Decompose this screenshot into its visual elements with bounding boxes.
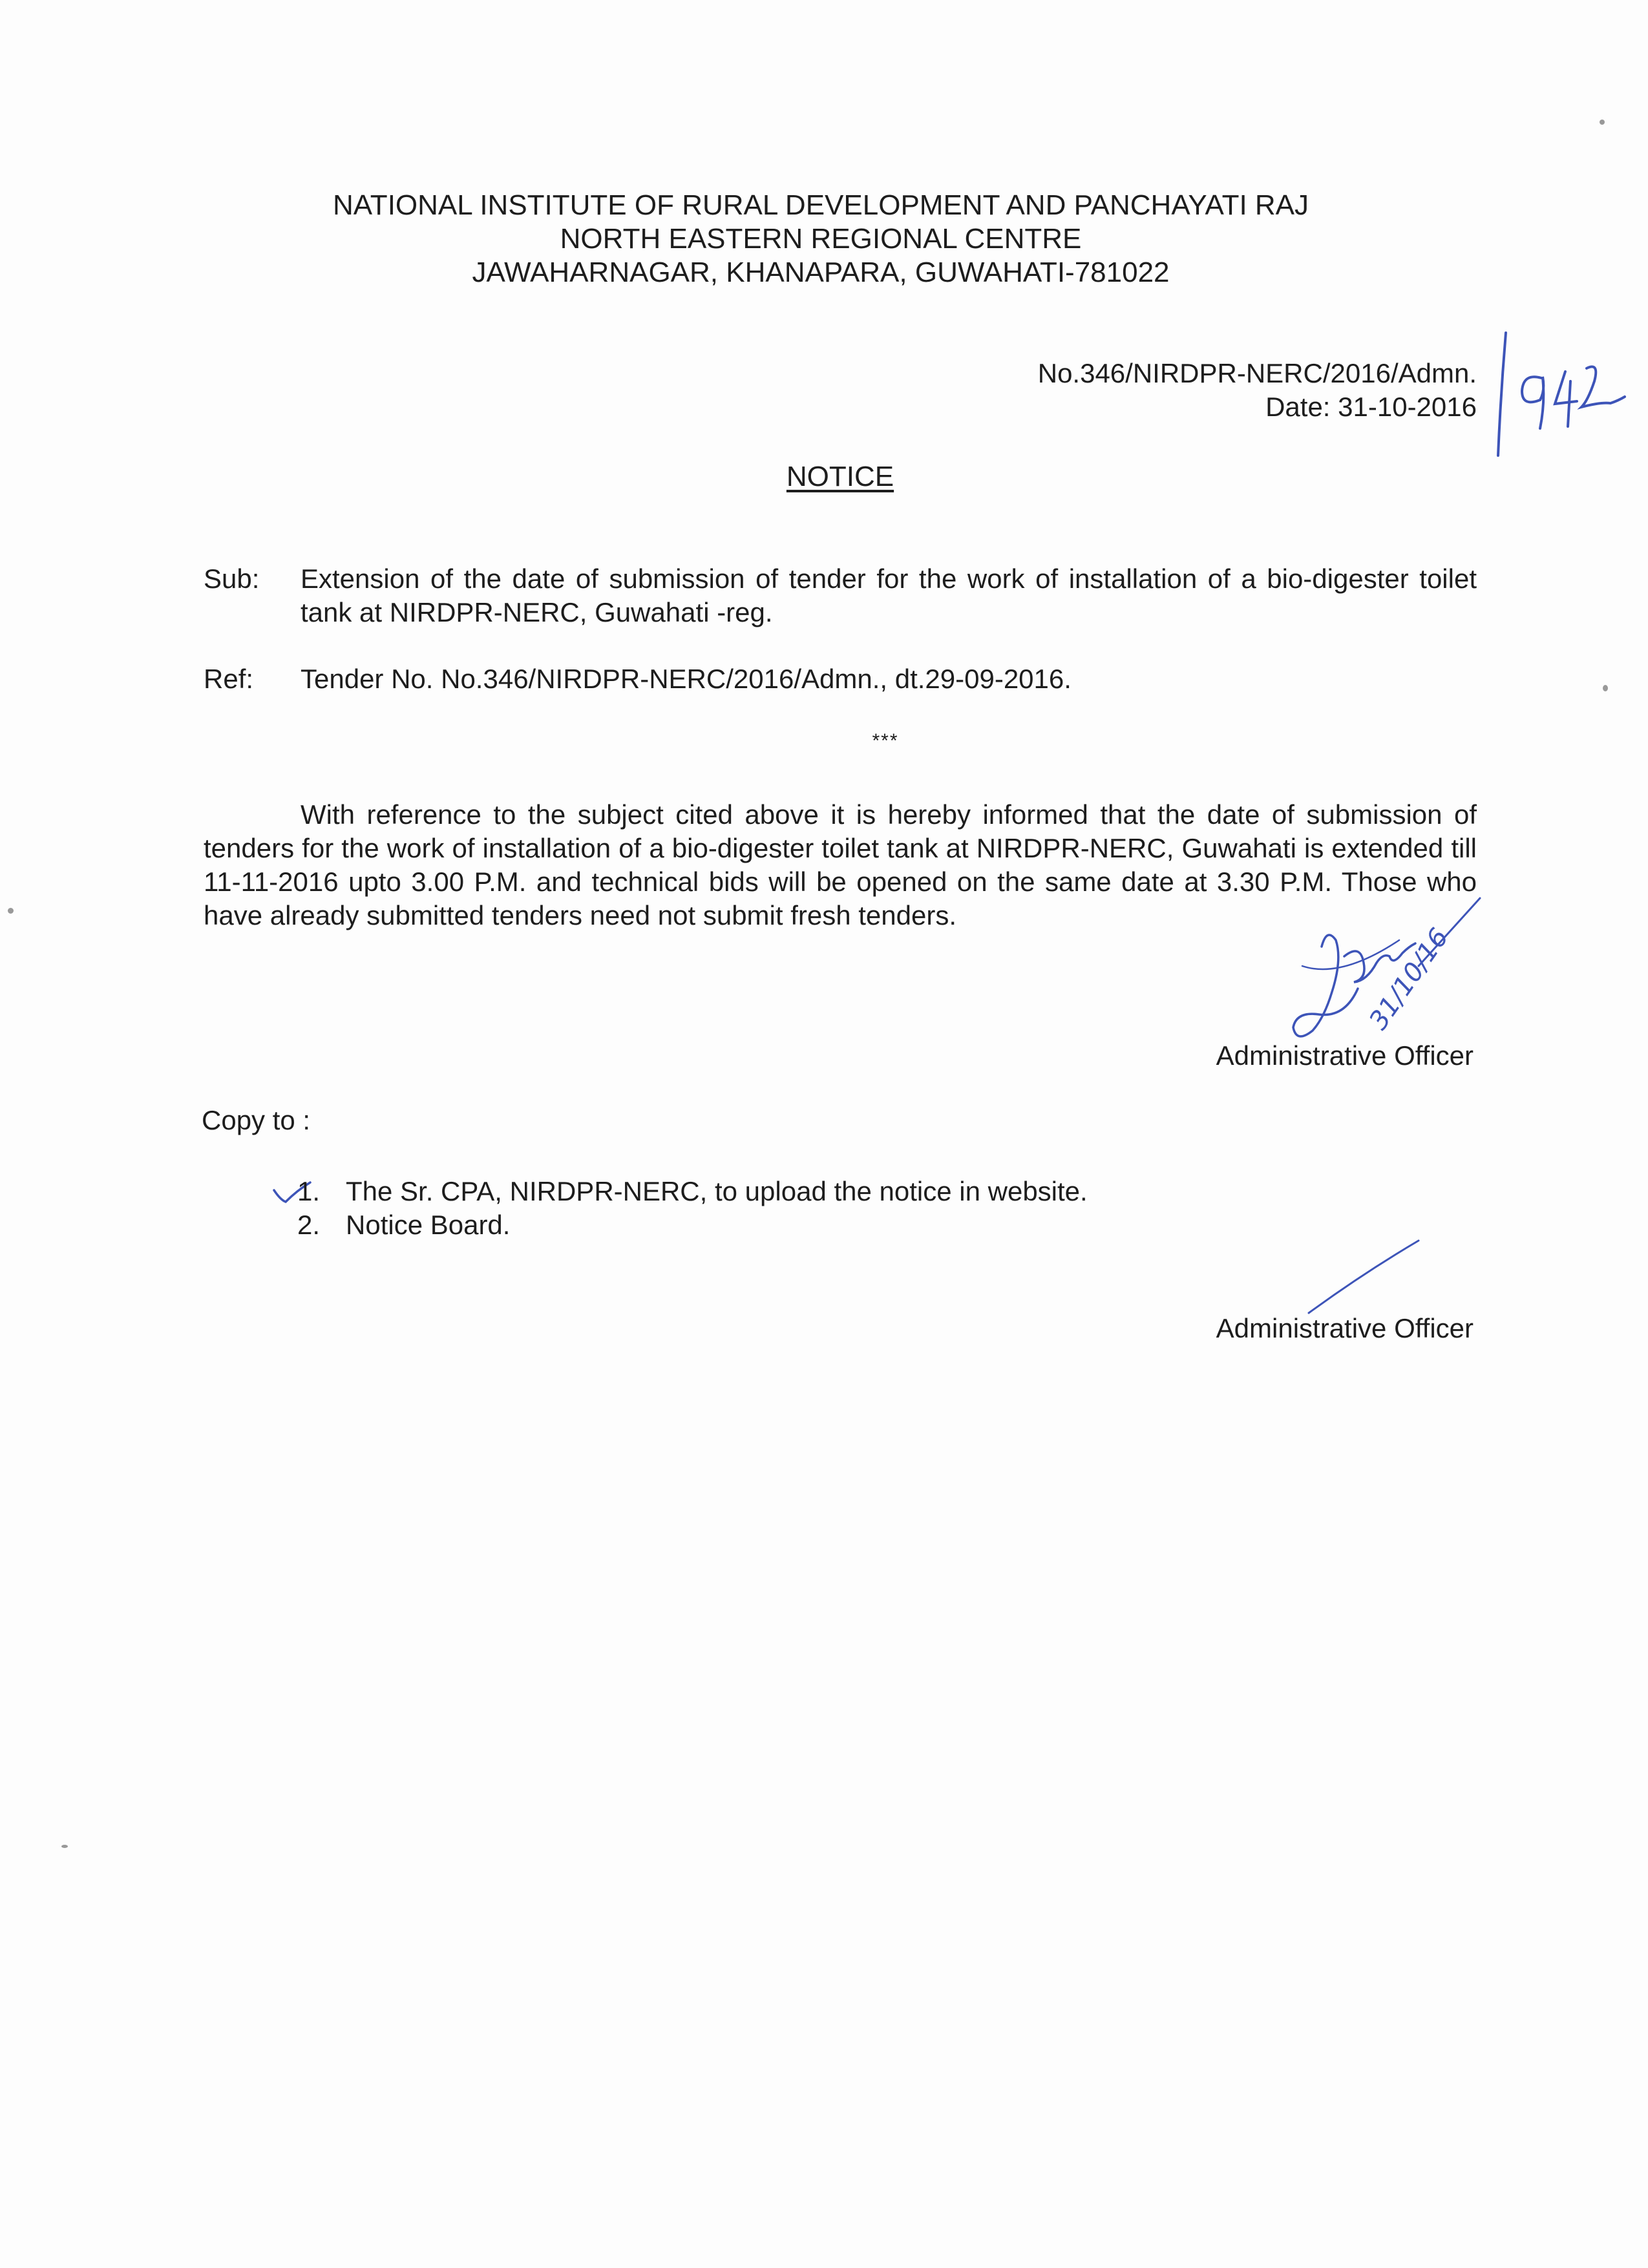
- ref-label: Ref:: [204, 664, 254, 694]
- letterhead-address: JAWAHARNAGAR, KHANAPARA, GUWAHATI-781022: [472, 257, 1170, 288]
- signatory-2-designation: Administrative Officer: [1216, 1313, 1474, 1343]
- reference-number: No.346/NIRDPR-NERC/2016/Admn.: [1037, 358, 1477, 388]
- scan-speck: [8, 908, 14, 914]
- ref-text: Tender No. No.346/NIRDPR-NERC/2016/Admn., dt.29-09-2016.: [301, 664, 1072, 694]
- subject-label: Sub:: [204, 563, 260, 594]
- signature-1-date: 31/10/16: [1363, 923, 1455, 1036]
- copy-to-label: Copy to :: [202, 1105, 311, 1135]
- letterhead-institute-name: NATIONAL INSTITUTE OF RURAL DEVELOPMENT AND PANCHAYATI RAJ: [332, 189, 1309, 221]
- copy-to-list: [297, 1175, 1331, 1242]
- notice-title: NOTICE: [786, 461, 894, 492]
- letterhead-centre-name: NORTH EASTERN REGIONAL CENTRE: [560, 223, 1082, 255]
- scan-speck: [1600, 120, 1605, 125]
- subject-text: Extension of the date of submission of tender for the work of installation of a bio-digester toilet tank at NIRDPR-NERC, Guwahati -reg.: [301, 563, 1477, 627]
- reference-block: [776, 357, 1477, 424]
- reference-date: Date: 31-10-2016: [1265, 392, 1477, 422]
- handwritten-dispatch-number: [1480, 323, 1635, 465]
- list-item: [297, 1175, 1331, 1208]
- scan-speck: [61, 1845, 68, 1848]
- signatory-1-designation: Administrative Officer: [1216, 1040, 1474, 1071]
- list-item-text: The Sr. CPA, NIRDPR-NERC, to upload the notice in website.: [346, 1176, 1088, 1206]
- list-item: [297, 1208, 1331, 1242]
- notice-body: With reference to the subject cited above it is hereby informed that the date of submission of tenders for the work of installation of a bio-digester toilet tank at NIRDPR-NERC, Guwahati is extended till 11-11-2016 upto 3.00 P.M. and technical bids will be opened on the same date at 3.30 P.M. Those who have already submitted tenders need not submit fresh tenders.: [204, 799, 1477, 930]
- list-item-text: Notice Board.: [346, 1210, 511, 1240]
- list-item-number: 2.: [297, 1210, 321, 1240]
- list-item-number: 1.: [297, 1176, 321, 1206]
- separator-stars: ***: [872, 730, 899, 751]
- scan-speck: [1603, 685, 1608, 691]
- signature-2: [1305, 1234, 1435, 1318]
- letterhead: [194, 189, 1448, 289]
